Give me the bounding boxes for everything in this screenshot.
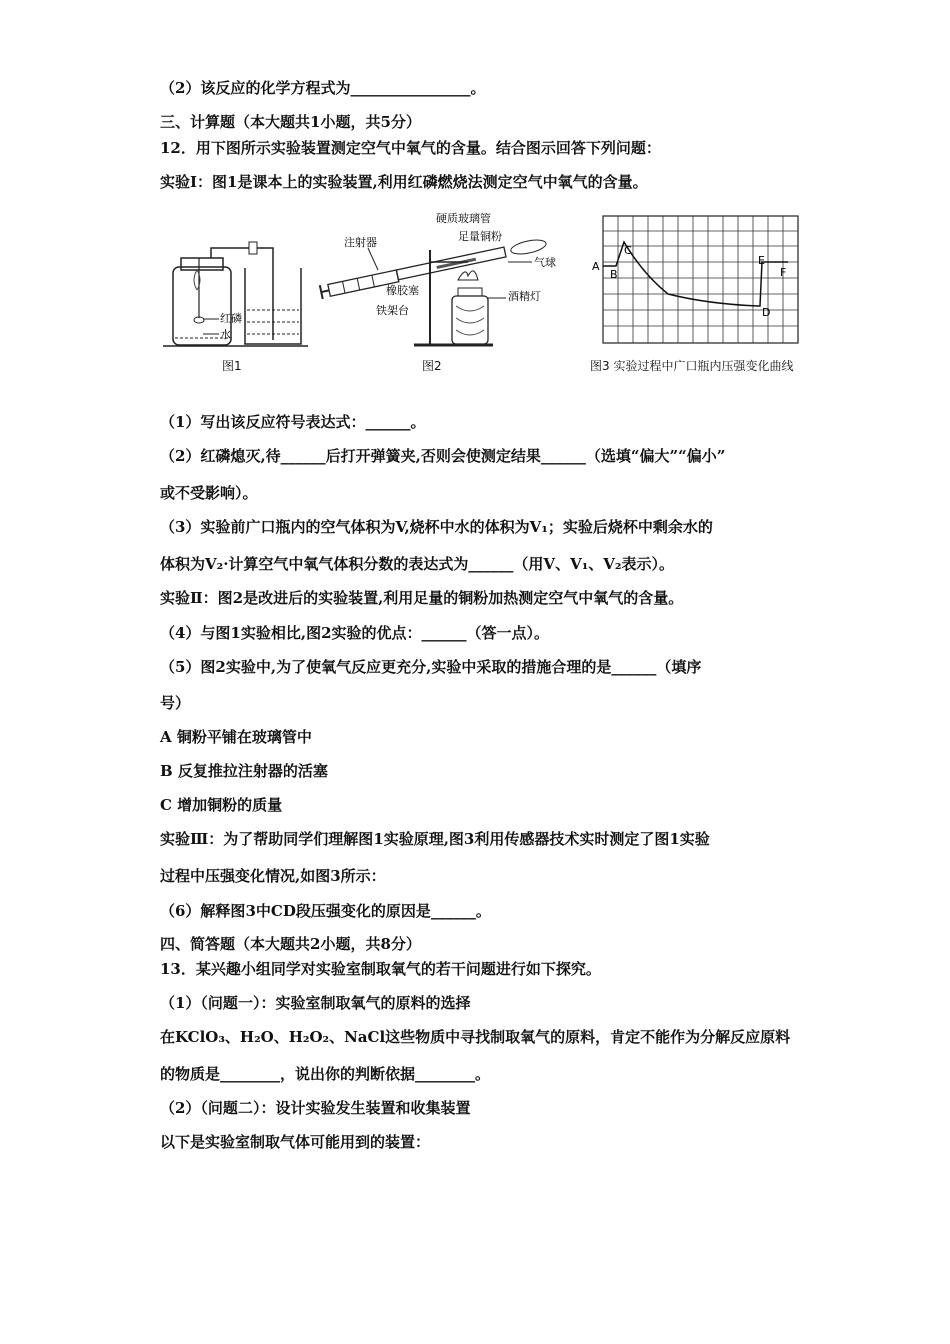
point-C: C <box>624 244 632 257</box>
fig2-caption: 图2 <box>422 359 442 373</box>
option-A: A 铜粉平铺在玻璃管中 <box>160 728 312 746</box>
question-13: 13．某兴趣小组同学对实验室制取氧气的若干问题进行如下探究。 <box>160 960 601 978</box>
question-12: 12．用下图所示实验装置测定空气中氧气的含量。结合图示回答下列问题： <box>160 139 661 157</box>
sub-question-1: （1）写出该反应符号表达式：______。 <box>160 413 426 431</box>
section-heading: 三、计算题（本大题共1小题，共5分） <box>160 113 421 131</box>
text-line: 号） <box>160 694 191 712</box>
figure-1 <box>163 222 308 352</box>
label-copper: 足量铜粉 <box>458 230 502 243</box>
point-F: F <box>780 266 787 279</box>
text-line: 实验Ⅰ：图1是课本上的实验装置,利用红磷燃烧法测定空气中氧气的含量。 <box>160 173 648 191</box>
option-B: B 反复推拉注射器的活塞 <box>160 762 328 780</box>
figure-3 <box>588 214 803 346</box>
sub-question-4: （4）与图1实验相比,图2实验的优点：______（答一点）。 <box>160 624 550 642</box>
sub-question-2: （2）（问题二）：设计实验发生装置和收集装置 <box>160 1099 471 1117</box>
sub-question-3: （3）实验前广口瓶内的空气体积为V,烧杯中水的体积为V₁；实验后烧杯中剩余水的 <box>160 518 713 536</box>
text-line: 实验Ⅲ：为了帮助同学们理解图1实验原理,图3利用传感器技术实时测定了图1实验 <box>160 830 710 848</box>
text-line: 的物质是________，说出你的判断依据________。 <box>160 1065 491 1083</box>
label-tube: 硬质玻璃管 <box>436 212 491 225</box>
label-stopper: 橡胶塞 <box>386 284 419 297</box>
sub-question-5: （5）图2实验中,为了使氧气反应更充分,实验中采取的措施合理的是______（填序 <box>160 658 702 676</box>
section-heading: 四、简答题（本大题共2小题，共8分） <box>160 935 421 953</box>
label-water: 水 <box>220 328 231 341</box>
text-line: 以下是实验室制取气体可能用到的装置： <box>160 1133 431 1151</box>
point-A: A <box>592 260 600 273</box>
sub-question-1: （1）（问题一）：实验室制取氧气的原料的选择 <box>160 994 471 1012</box>
text-line: 过程中压强变化情况,如图3所示： <box>160 867 386 885</box>
text-line: 在KClO₃、H₂O、H₂O₂、NaCl这些物质中寻找制取氧气的原料，肯定不能作为分解反应原料 <box>160 1028 791 1046</box>
text-line: 体积为V₂·计算空气中氧气体积分数的表达式为______（用V、V₁、V₂表示）。 <box>160 555 674 573</box>
label-lamp: 酒精灯 <box>508 290 541 303</box>
figure-2 <box>318 210 568 352</box>
sub-question-6: （6）解释图3中CD段压强变化的原因是______。 <box>160 902 491 920</box>
label-phosphorus: 红磷 <box>220 312 242 325</box>
text-line: 或不受影响）。 <box>160 484 258 502</box>
label-stand: 铁架台 <box>376 304 409 317</box>
fig3-caption: 图3 实验过程中广口瓶内压强变化曲线 <box>590 359 794 373</box>
sub-question-2: （2）红磷熄灭,待______后打开弹簧夹,否则会使测定结果______（选填“偏大”“偏小” <box>160 447 726 465</box>
text-line: （2）该反应的化学方程式为________________。 <box>160 79 486 97</box>
fig1-caption: 图1 <box>222 359 242 373</box>
point-D: D <box>762 306 771 319</box>
label-balloon: 气球 <box>534 256 556 269</box>
option-C: C 增加铜粉的质量 <box>160 796 283 814</box>
point-E: E <box>758 254 765 267</box>
label-syringe: 注射器 <box>344 236 377 249</box>
point-B: B <box>610 268 618 281</box>
text-line: 实验Ⅱ：图2是改进后的实验装置,利用足量的铜粉加热测定空气中氧气的含量。 <box>160 589 684 607</box>
